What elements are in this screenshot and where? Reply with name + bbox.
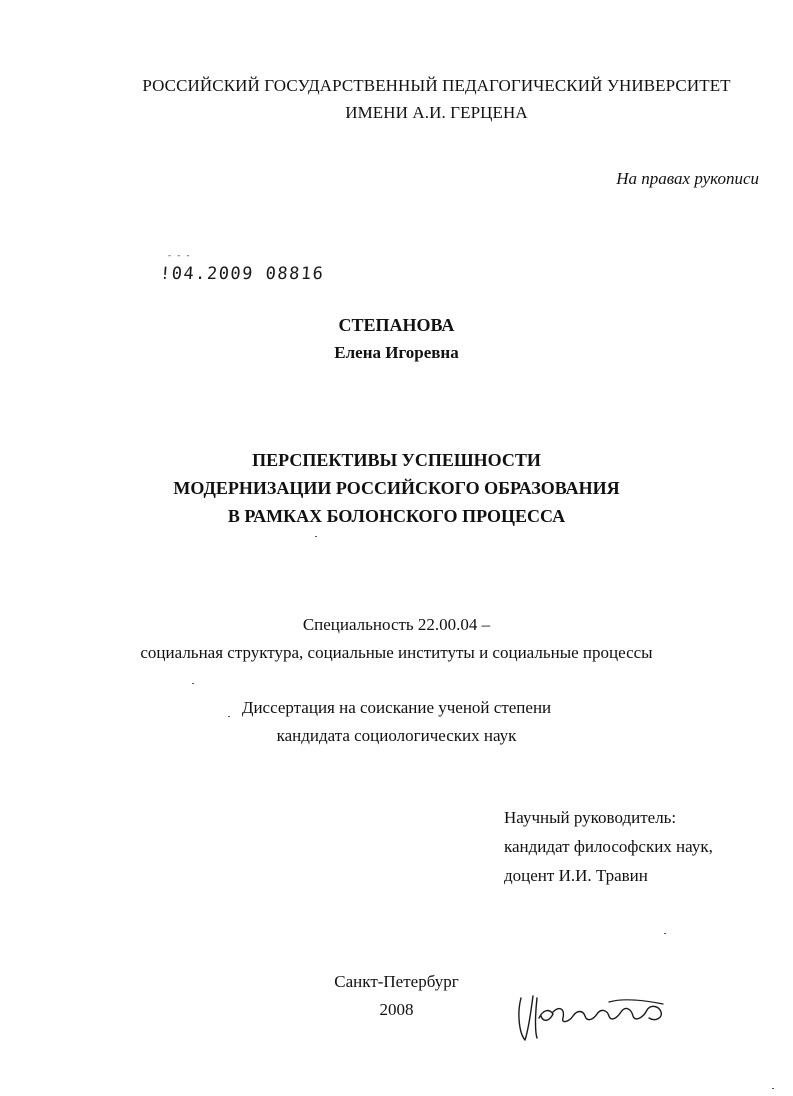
author-signature	[513, 988, 673, 1048]
title-line3: В РАМКАХ БОЛОНСКОГО ПРОЦЕССА	[227, 506, 566, 526]
advisor-degree: кандидат философских наук,	[504, 837, 713, 856]
city: Санкт-Петербург	[334, 972, 459, 991]
author-surname: СТЕПАНОВА	[338, 315, 455, 335]
university-header	[40, 72, 793, 126]
degree-block	[0, 694, 793, 750]
specialty-block	[0, 611, 793, 667]
library-stamp-number: !04.2009 08816	[159, 264, 325, 284]
advisor-name: доцент И.И. Травин	[504, 866, 648, 885]
university-name-line1: РОССИЙСКИЙ ГОСУДАРСТВЕННЫЙ ПЕДАГОГИЧЕСКИЙ УНИВЕРСИТЕТ	[142, 76, 731, 95]
year: 2008	[379, 1000, 414, 1019]
scan-speck	[772, 1088, 774, 1089]
author-given-names: Елена Игоревна	[334, 343, 459, 362]
place-year-block	[0, 968, 793, 1024]
specialty-code: Специальность 22.00.04 –	[302, 615, 491, 634]
dissertation-title	[0, 446, 793, 530]
title-line2: МОДЕРНИЗАЦИИ РОССИЙСКОГО ОБРАЗОВАНИЯ	[173, 478, 620, 498]
title-line1: ПЕРСПЕКТИВЫ УСПЕШНОСТИ	[252, 450, 541, 470]
author-block	[0, 311, 793, 367]
scan-speck	[192, 683, 194, 684]
scan-speck	[315, 536, 317, 537]
specialty-name: социальная структура, социальные институты и социальные процессы	[140, 643, 653, 662]
scan-speck	[664, 933, 666, 934]
manuscript-note: На правах рукописи	[616, 169, 759, 188]
degree-line1: Диссертация на соискание ученой степени	[241, 698, 552, 717]
degree-line2: кандидата социологических наук	[276, 726, 517, 745]
advisor-block	[504, 803, 713, 890]
university-name-line2: ИМЕНИ А.И. ГЕРЦЕНА	[345, 103, 528, 122]
stamp-marks: - - -	[168, 250, 192, 260]
scan-speck	[228, 716, 230, 717]
advisor-heading: Научный руководитель:	[504, 808, 677, 827]
